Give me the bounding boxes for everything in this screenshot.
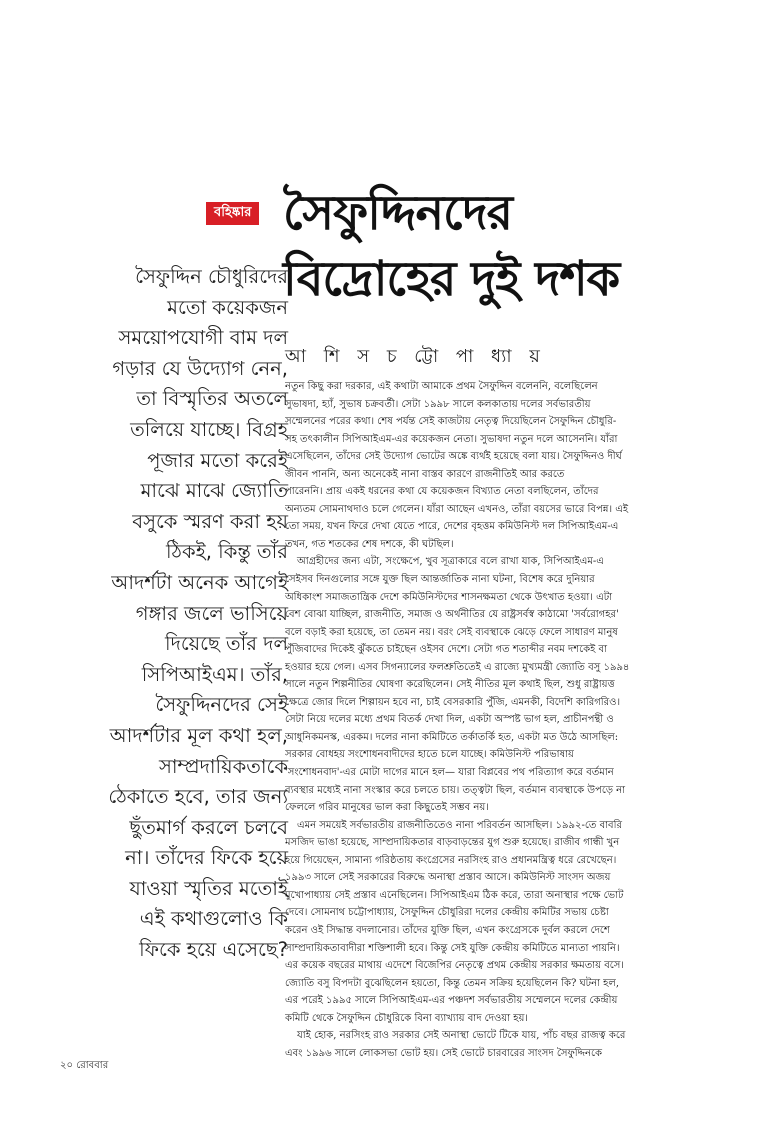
pull-quote-line: বসুকে স্মরণ করা হয় (132, 509, 288, 533)
body-text-line: অন্যতম সোমনাথদাও চলে গেলেন। যাঁরা আছেন এখনও, তাঁরা বয়সের ভারে বিপন্ন। এই (285, 503, 629, 515)
headline-line: সৈফুদ্দিনদের (283, 185, 513, 241)
pull-quote-line: সৈফুদ্দিনদের সেই (155, 693, 288, 717)
pull-quote-line: আদর্শটার মূল কথা হল, (109, 723, 288, 747)
body-text-line: সাম্প্রদায়িকতাবাদীরা শক্তিশালী হবে। কিন্তু সেই যুক্তি কেন্দ্রীয় কমিটিতে মান্যতা পায়নি। (285, 942, 620, 954)
body-text-line: হওয়ার হয়ে গেল। এসব সিগন্যালের ফলশ্রুতিতেই এ রাজ্যে মুখ্যমন্ত্রী জ্যোতি বসু ১৯৯৪ (285, 661, 630, 673)
body-text-line: বেশ বোঝা যাচ্ছিল, রাজনীতি, সমাজ ও অর্থনীতির যে রাষ্ট্রসর্বস্ব কাঠামো 'সর্বরোগহর' (285, 609, 619, 621)
body-text-line: হয়ে গিয়েছেন, সামান্য গরিষ্ঠতায় কংগ্রেসের নরসিংহ রাও প্রধানমন্ত্রিত্ব ধরে রেখেছেন। (285, 854, 617, 866)
pull-quote (98, 262, 288, 966)
body-text-line: তো সময়, যখন ফিরে দেখা যেতে পারে, দেশের বৃহত্তম কমিউনিস্ট দল সিপিআইএম-এ (285, 521, 619, 533)
pull-quote-line: গড়ার যে উদ্যোগ নেন, (112, 356, 288, 380)
pull-quote-line: গঙ্গার জলে ভাসিয়ে (135, 601, 288, 625)
body-text-line: মুখোপাধ্যায় সেই প্রস্তাব এনেছিলেন। সিপিআইএম ঠিক করে, তারা অনাস্থার পক্ষে ভোট (285, 889, 624, 901)
body-text-line: জ্যোতি বসু বিপদটা বুঝেছিলেন হয়তো, কিন্তু তেমন সক্রিয় হয়েছিলেন কি? ঘটনা হল, (285, 977, 620, 989)
page-footer (60, 1058, 108, 1075)
body-text-line: এসেছিলেন, তাঁদের সেই উদ্যোগ ভোটের অঙ্কে ব্যর্থই হয়েছে বলা যায়। সৈফুদ্দিনও দীর্ঘ (285, 451, 622, 463)
body-text-line: এমন সময়েই সর্বভারতীয় রাজনীতিতেও নানা পরিবর্তন আসছিল। ১৯৯২-তে বাবরি (297, 819, 622, 831)
body-text-line: আগ্রহীদের জন্য এটা, সংক্ষেপে, খুব সূত্রাকারে বলে রাখা যাক, সিপিআইএম-এ (297, 556, 604, 568)
pull-quote-line: ছুঁতমার্গ করলে চলবে (129, 815, 288, 839)
headline (283, 180, 619, 312)
pull-quote-line: তা বিস্মৃতির অতলে (136, 387, 288, 411)
pull-quote-line: মতো কয়েকজন (167, 295, 288, 319)
pull-quote-line: দিয়েছে তাঁর দল (165, 632, 288, 656)
body-text-line: নতুন কিছু করা দরকার, এই কথাটা আমাকে প্রথম সৈফুদ্দিন বলেননি, বলেছিলেন (285, 381, 598, 392)
pull-quote-line: যাওয়া স্মৃতির মতোই (129, 876, 288, 900)
body-text-line: ব্যবস্থার মধ্যেই নানা সংস্কার করে চলতে চায়। তত্ত্বটা ছিল, বর্তমান ব্যবস্থাকে উপড়ে না (285, 784, 626, 796)
body-text-line: দেবে। সোমনাথ চট্টোপাধ্যায়, সৈফুদ্দিন চৌধুরিরা দলের কেন্দ্রীয় কমিটির সভায় চেষ্টা (285, 907, 609, 919)
pull-quote-line: সৈফুদ্দিন চৌধুরিদের (135, 265, 288, 288)
body-text-line: এবং ১৯৯৬ সালে লোকসভা ভোট হয়। সেই ভোটে চারবারের সাংসদ সৈফুদ্দিনকে (285, 1047, 603, 1059)
body-text-line: 'সংশোধনবাদ'-এর মোটা দাগের মানে হল— যারা বিপ্লবের পথ পরিত্যাগ করে বর্তমান (285, 767, 614, 779)
section-tag: বহিষ্কার (206, 202, 259, 225)
body-text-line: ১৯৯৩ সালে সেই সরকারের বিরুদ্ধে অনাস্থা প্রস্তাব আসে। কমিউনিস্ট সাংসদ অজয় (285, 872, 611, 884)
pull-quote-line: এই কথাগুলোও কি (139, 907, 288, 931)
body-text-line: সেইসব দিনগুলোর সঙ্গে যুক্ত ছিল আন্তর্জাতিক নানা ঘটনা, বিশেষ করে দুনিয়ার (285, 574, 595, 586)
headline-line: বিদ্রোহের দুই দশক (283, 251, 620, 307)
magazine-name: রোববার (76, 1060, 109, 1071)
body-text-line: ফেললে গরিব মানুষের ভাল করা কিছুতেই সম্ভব নয়। (285, 802, 489, 814)
author-byline: আ শি স চ ট্টো পা ধ্যা য় (285, 346, 546, 367)
pull-quote-line: পূজার মতো করেই (147, 448, 288, 472)
pull-quote-line: না। তাঁদের ফিকে হয়ে (125, 846, 288, 870)
pull-quote-line: মাঝে মাঝে জ্যোতি (140, 479, 288, 503)
body-text-line: অধিকাংশ সমাজতান্ত্রিক দেশে কমিউনিস্টদের শাসনক্ষমতা থেকে উৎখাত হওয়া। এটা (285, 591, 613, 603)
body-text-line: কমিটি থেকে সৈফুদ্দিন চৌধুরিকে বিনা ব্যাখ্যায় বাদ দেওয়া হয়। (285, 1012, 528, 1024)
body-text-line: সালে নতুন শিল্পনীতির ঘোষণা করেছিলেন। সেই নীতির মূল কথাই ছিল, শুধু রাষ্ট্রায়ত্ত (285, 679, 615, 691)
body-text-line: করেন ওই সিদ্ধান্ত বদলানোর। তাঁদের যুক্তি ছিল, এখন কংগ্রেসকে দুর্বল করলে দেশে (285, 924, 610, 936)
body-text-line: আধুনিকমনস্ক, এরকম। দলের নানা কমিটিতে তর্কাতর্কি হত, একটা মত উঠে আসছিল: (285, 731, 619, 743)
body-text-line: সরকার বোধহয় সংশোধনবাদীদের হাতে চলে যাচ্ছে। কমিউনিস্ট পরিভাষায় (285, 749, 574, 761)
body-text-line: পারেননি। প্রায় একই ধরনের কথা যে কয়েকজন বিখ্যাত নেতা বলছিলেন, তাঁদের (285, 486, 599, 498)
pull-quote-line: ঠেকাতে হবে, তার জন্য (108, 785, 288, 809)
body-text-line: যাই হোক, নরসিংহ রাও সরকার সেই অনাস্থা ভোটে টিকে যায়, পাঁচ বছর রাজত্ব করে (297, 1030, 626, 1042)
body-text-line: তখন, গত শতকের শেষ দশকে, কী ঘটছিল। (285, 538, 454, 550)
pull-quote-line: সাম্প্রদায়িকতাকে (159, 754, 288, 778)
pull-quote-line: সময়োপযোগী বাম দল (118, 326, 288, 350)
body-text-line: এর কয়েক বছরের মাথায় এদেশে বিজেপির নেতৃত্বে প্রথম কেন্দ্রীয় সরকার ক্ষমতায় বসে। (285, 960, 624, 972)
body-text-line: জীবন পাননি, অন্য অনেকেই নানা বাস্তব কারণে রাজনীতিই আর করতে (285, 468, 565, 480)
pull-quote-line: আদর্শটা অনেক আগেই (111, 570, 288, 594)
body-text-line: সেটা নিয়ে দলের মধ্যে প্রথম বিতর্ক দেখা দিল, একটা অস্পষ্ট ভাগ হল, প্রাচীনপন্থী ও (285, 714, 614, 726)
body-text-line: মসজিদ ভাঙা হয়েছে, সাম্প্রদায়িকতার বাড়বাড়ন্তের যুগ শুরু হয়েছে। রাজীব গান্ধী খুন (285, 837, 620, 849)
page-number: ২০ (60, 1060, 74, 1071)
pull-quote-line: ঠিকই, কিন্তু তাঁর (165, 540, 288, 564)
body-text-line: ক্ষেত্রে জোর দিলে শিল্পায়ন হবে না, চাই বেসরকারি পুঁজি, এমনকী, বিদেশি কারিগরিও। (285, 696, 621, 708)
article-body (285, 378, 701, 1062)
body-text-line: পুঁজিবাদের দিকেই ঝুঁকতে চাইছেন ওইসব দেশে। সেটা গত শতাব্দীর নবম দশকেই বা (285, 644, 608, 656)
pull-quote-line: তলিয়ে যাচ্ছে। বিগ্রহ (130, 417, 288, 441)
body-text-line: সম্মেলনের পরের কথা। শেষ পর্যন্ত সেই কাজটায় নেতৃত্ব দিয়েছিলেন সৈফুদ্দিন চৌধুরি- (285, 416, 617, 428)
body-text-line: বলে বড়াই করা হয়েছে, তা তেমন নয়। বরং সেই ব্যবস্থাকে ঝেড়ে ফেলে সাধারণ মানুষ (285, 626, 618, 638)
body-text-line: সুভাষদা, হ্যাঁ, সুভাষ চক্রবর্তী। সেটা ১৯৯৮ সালে কলকাতায় দলের সর্বভারতীয় (285, 398, 591, 410)
pull-quote-line: সিপিআইএম। তাঁর, (141, 662, 288, 686)
body-text-line: সহ তৎকালীন সিপিআইএম-এর কয়েকজন নেতা। সুভাষদা নতুন দলে আসেননি। যাঁরা (285, 433, 618, 445)
pull-quote-line: ফিকে হয়ে এসেছে? (139, 938, 288, 962)
body-text-line: এর পরেই ১৯৯৫ সালে সিপিআইএম-এর পঞ্চদশ সর্বভারতীয় সম্মেলনে দলের কেন্দ্রীয় (285, 995, 618, 1007)
